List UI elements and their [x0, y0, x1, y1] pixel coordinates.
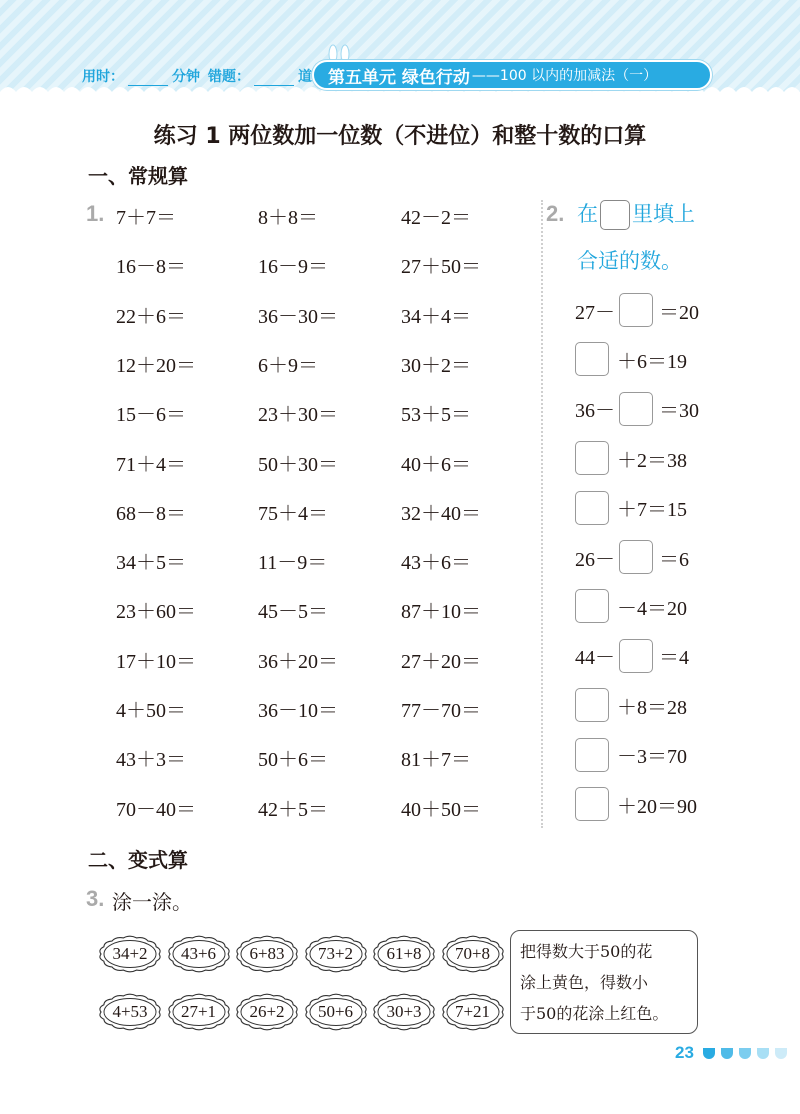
flower-shape[interactable] — [235, 993, 299, 1031]
coloring-instruction-box — [510, 930, 698, 1034]
flower-expression: 70+8 — [454, 944, 491, 963]
equation-item: 45－5＝ — [258, 601, 328, 624]
flower-shape[interactable] — [372, 993, 436, 1031]
question-2-instruction-line1 — [577, 198, 695, 230]
flower-expression: 27+1 — [180, 1002, 217, 1021]
fill-in-row — [575, 391, 699, 427]
fill-in-row — [575, 638, 689, 674]
flower-shape[interactable] — [441, 993, 505, 1031]
flower-shape[interactable] — [235, 935, 299, 973]
errors-blank — [254, 72, 294, 86]
equation-item: 12＋20＝ — [116, 354, 196, 377]
flower-expression: 73+2 — [317, 944, 354, 963]
column-divider — [541, 200, 543, 828]
decor-cup-icon — [757, 1048, 769, 1059]
instruction-line-1: 把得数大于50的花 — [520, 942, 653, 961]
time-label: 用时： — [82, 69, 124, 85]
equation-item: 50＋30＝ — [258, 453, 338, 476]
equation-item: 30＋2＝ — [401, 354, 471, 377]
minute-label: 分钟 — [172, 69, 200, 85]
question-2-instruction-line2: 合适的数。 — [577, 249, 682, 273]
fill-prefix: 44－ — [575, 647, 615, 670]
flower-shape[interactable] — [441, 935, 505, 973]
equation-item: 70－40＝ — [116, 798, 196, 821]
fill-in-row — [575, 786, 697, 822]
q2-text-before: 在 — [577, 202, 598, 226]
equation-item: 40＋6＝ — [401, 453, 471, 476]
unit-title-pill — [312, 60, 712, 90]
flower-expression: 34+2 — [112, 944, 148, 963]
instruction-line-2: 涂上黄色，得数小 — [520, 973, 649, 992]
equation-item: 22＋6＝ — [116, 305, 186, 328]
fill-suffix: ＝20 — [659, 301, 699, 324]
fill-prefix: 36－ — [575, 400, 615, 423]
answer-box[interactable] — [575, 589, 609, 623]
answer-box[interactable] — [575, 787, 609, 821]
equation-item: 27＋20＝ — [401, 650, 481, 673]
question-2-number: 2. — [546, 201, 565, 226]
equation-item: 53＋5＝ — [401, 404, 471, 427]
blank-box-icon — [600, 200, 630, 230]
errors-label: 错题： — [208, 69, 250, 85]
answer-box[interactable] — [619, 639, 653, 673]
question-3-text: 涂一涂。 — [112, 890, 192, 914]
fill-prefix: 26－ — [575, 548, 615, 571]
exercise-title: 练习 1 两位数加一位数（不进位）和整十数的口算 — [153, 124, 647, 149]
flower-expression: 4+53 — [112, 1002, 148, 1021]
flower-shape[interactable] — [98, 935, 162, 973]
equation-item: 42＋5＝ — [258, 798, 328, 821]
fill-in-row — [575, 737, 687, 773]
flower-expression: 50+6 — [317, 1002, 354, 1021]
answer-box[interactable] — [619, 540, 653, 574]
fill-suffix: ＝6 — [659, 548, 689, 571]
equation-item: 23＋60＝ — [116, 601, 196, 624]
fill-suffix: －4＝20 — [617, 597, 687, 620]
equation-item: 36－10＝ — [258, 700, 338, 722]
questions-label: 道 — [298, 69, 312, 85]
answer-box[interactable] — [575, 688, 609, 722]
equation-item: 16－9＝ — [258, 256, 328, 279]
equation-item: 6＋9＝ — [258, 354, 318, 377]
fill-suffix: ＝4 — [659, 647, 689, 670]
answer-box[interactable] — [575, 441, 609, 475]
timing-record — [82, 66, 312, 86]
flower-shape[interactable] — [304, 935, 368, 973]
fill-suffix: ＋6＝19 — [617, 350, 687, 373]
flower-expression: 6+83 — [249, 944, 285, 963]
section-regular-calculation: 一、常规算 — [88, 164, 188, 188]
unit-title: 第五单元 绿色行动 — [328, 67, 470, 88]
equation-item: 34＋5＝ — [116, 552, 186, 575]
fill-suffix: －3＝70 — [617, 746, 687, 769]
fill-in-row — [575, 292, 699, 328]
fill-in-row — [575, 687, 687, 723]
answer-box[interactable] — [619, 392, 653, 426]
equation-item: 32＋40＝ — [401, 502, 481, 525]
flower-shape[interactable] — [167, 935, 231, 973]
flower-expression: 61+8 — [386, 944, 422, 963]
equation-item: 42－2＝ — [401, 207, 471, 229]
equation-item: 34＋4＝ — [401, 305, 471, 328]
flower-expression: 43+6 — [180, 944, 217, 963]
equation-item: 4＋50＝ — [116, 700, 186, 722]
equation-item: 36＋20＝ — [258, 650, 338, 673]
equation-item: 40＋50＝ — [401, 798, 481, 821]
decor-cup-icon — [739, 1048, 751, 1059]
equation-item: 8＋8＝ — [258, 207, 318, 229]
equation-item: 11－9＝ — [258, 552, 328, 575]
fill-in-row — [575, 440, 687, 476]
answer-box[interactable] — [575, 342, 609, 376]
flower-expression: 30+3 — [386, 1002, 422, 1021]
question-1-number: 1. — [86, 201, 105, 226]
answer-box[interactable] — [575, 491, 609, 525]
q2-text-after: 里填上 — [632, 202, 695, 226]
equation-item: 15－6＝ — [116, 404, 186, 427]
fill-prefix: 27－ — [575, 301, 615, 324]
equation-item: 50＋6＝ — [258, 749, 328, 772]
equation-item: 7＋7＝ — [116, 207, 176, 229]
equation-item: 43＋3＝ — [116, 749, 186, 772]
flower-shape[interactable] — [98, 993, 162, 1031]
instruction-line-3: 于50的花涂上红色。 — [520, 1004, 669, 1023]
fill-suffix: ＋20＝90 — [617, 795, 697, 818]
flower-shape[interactable] — [304, 993, 368, 1031]
page-number: 23 — [675, 1043, 694, 1062]
decor-cup-icon — [775, 1048, 787, 1059]
equation-item: 17＋10＝ — [116, 650, 196, 673]
equation-item: 16－8＝ — [116, 256, 186, 279]
question-3-number: 3. — [86, 886, 105, 911]
flower-expression: 7+21 — [454, 1002, 491, 1021]
answer-box[interactable] — [619, 293, 653, 327]
fill-suffix: ＋8＝28 — [617, 696, 687, 719]
flower-shape[interactable] — [372, 935, 436, 973]
equation-item: 27＋50＝ — [401, 256, 481, 279]
equation-item: 23＋30＝ — [258, 404, 338, 427]
equation-item: 36－30＝ — [258, 305, 338, 328]
fill-suffix: ＋2＝38 — [617, 449, 687, 472]
equation-item: 81＋7＝ — [401, 749, 471, 772]
section-variant-calculation: 二、变式算 — [88, 848, 188, 872]
fill-in-row — [575, 539, 689, 575]
unit-subtitle: ——100 以内的加减法（一） — [471, 68, 658, 84]
equation-item: 77－70＝ — [401, 700, 481, 722]
equation-item: 43＋6＝ — [401, 552, 471, 575]
decor-cup-icon — [703, 1048, 715, 1059]
equation-item: 87＋10＝ — [401, 601, 481, 624]
fill-in-row — [575, 341, 687, 377]
equation-item: 75＋4＝ — [258, 502, 328, 525]
answer-box[interactable] — [575, 738, 609, 772]
equation-item: 71＋4＝ — [116, 453, 186, 476]
fill-in-row — [575, 588, 687, 624]
fill-in-row — [575, 490, 687, 526]
flower-shape[interactable] — [167, 993, 231, 1031]
decor-cup-icon — [721, 1048, 733, 1059]
time-blank — [128, 72, 168, 86]
fill-suffix: ＋7＝15 — [617, 499, 687, 522]
flower-expression: 26+2 — [249, 1002, 285, 1021]
equation-item: 68－8＝ — [116, 502, 186, 525]
fill-suffix: ＝30 — [659, 400, 699, 423]
